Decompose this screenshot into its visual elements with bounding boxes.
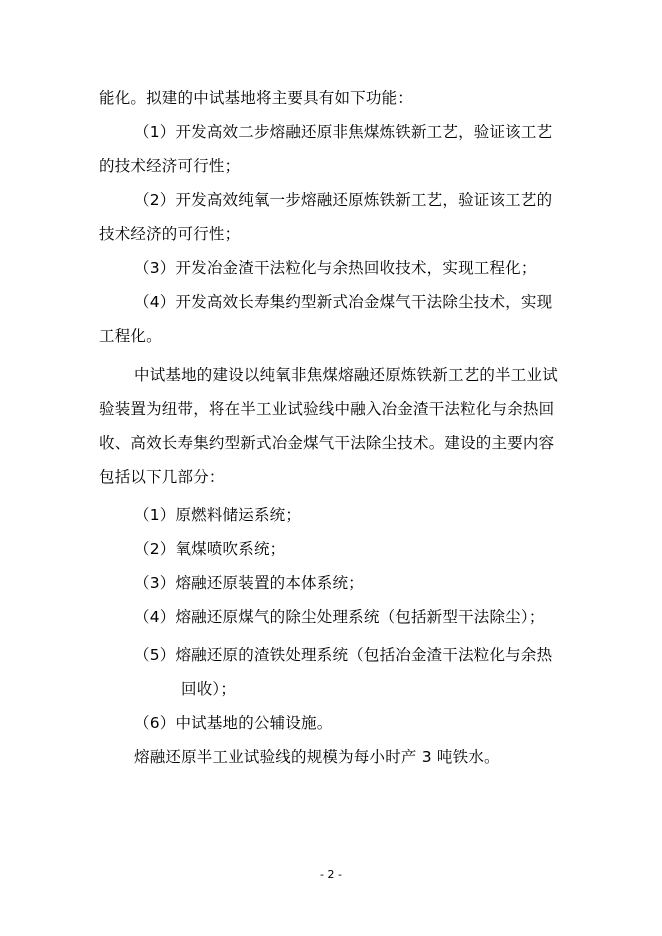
text-line: 回收）； [181, 680, 237, 698]
page-number: - 2 - [320, 868, 342, 881]
text-line: （6）中试基地的公辅设施。 [134, 714, 333, 732]
text-line: （1）原燃料储运系统； [134, 506, 302, 524]
text-line: （3）熔融还原装置的本体系统； [134, 574, 364, 592]
text-line: （4）开发高效长寿集约型新式冶金煤气干法除尘技术，实现 [134, 293, 553, 311]
text-line: 中试基地的建设以纯氧非焦煤熔融还原炼铁新工艺的半工业试 [134, 366, 558, 384]
text-line: 技术经济的可行性； [99, 225, 241, 243]
text-line: 工程化。 [99, 327, 162, 345]
text-line: 的技术经济可行性； [99, 157, 241, 175]
text-line: 能化。拟建的中试基地将主要具有如下功能： [99, 89, 414, 107]
text-line: （2）氧煤喷吹系统； [134, 540, 286, 558]
text-line: （2）开发高效纯氧一步熔融还原炼铁新工艺，验证该工艺的 [134, 191, 553, 209]
text-line: 验装置为纽带，将在半工业试验线中融入冶金渣干法粒化与余热回 [99, 400, 555, 418]
text-line: 收、高效长寿集约型新式冶金煤气干法除尘技术。建设的主要内容 [99, 434, 555, 452]
text-line: （1）开发高效二步熔融还原非焦煤炼铁新工艺，验证该工艺 [134, 123, 553, 141]
text-line: （4）熔融还原煤气的除尘处理系统（包括新型干法除尘）； [134, 608, 545, 626]
text-line: 熔融还原半工业试验线的规模为每小时产 3 吨铁水。 [134, 748, 500, 766]
text-line: 包括以下几部分： [99, 468, 225, 486]
text-line: （5）熔融还原的渣铁处理系统（包括冶金渣干法粒化与余热 [134, 646, 553, 664]
text-line: （3）开发冶金渣干法粒化与余热回收技术，实现工程化； [134, 259, 537, 277]
